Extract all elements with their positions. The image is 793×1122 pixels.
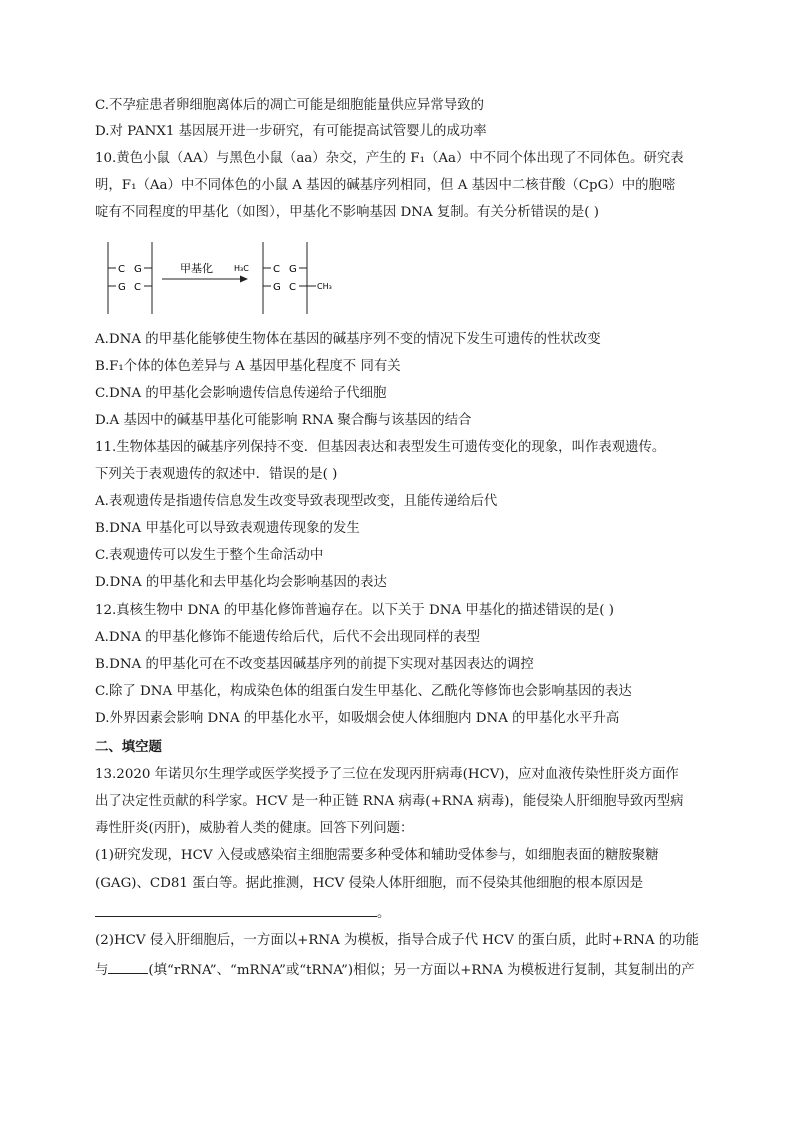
q10-stem-line3: 啶有不同程度的甲基化（如图），甲基化不影响基因 DNA 复制。有关分析错误的是( ) (95, 205, 599, 220)
q12-option-d: D.外界因素会影响 DNA 的甲基化水平，如吸烟会使人体细胞内 DNA 的甲基化水平升高 (95, 711, 620, 726)
q13-stem-line2: 出了决定性贡献的科学家。HCV 是一种正链 RNA 病毒(+RNA 病毒)，能侵染人肝细胞导致丙型病 (95, 794, 684, 809)
right-base-c-top: C (273, 264, 280, 275)
q11-option-b: B.DNA 甲基化可以导致表观遗传现象的发生 (95, 521, 360, 536)
q9-option-c: C.不孕症患者卵细胞离体后的凋亡可能是细胞能量供应异常导致的 (95, 98, 484, 113)
q11-stem-line2: 下列关于表观遗传的叙述中．错误的是( ) (95, 467, 338, 482)
q9-option-d: D.对 PANX1 基因展开进一步研究，有可能提高试管婴儿的成功率 (95, 124, 487, 139)
q12-option-b: B.DNA 的甲基化可在不改变基因碱基序列的前提下实现对基因表达的调控 (95, 657, 534, 672)
q12-stem: 12.真核生物中 DNA 的甲基化修饰普遍存在。以下关于 DNA 甲基化的描述错误的是( ) (95, 603, 614, 618)
q10-stem-line1: 10.黄色小鼠（AA）与黑色小鼠（aa）杂交，产生的 F₁（Aa）中不同个体出现了不同体色。研究表 (95, 151, 684, 166)
q10-stem-line2: 明，F₁（Aa）中不同体色的小鼠 A 基因的碱基序列相同，但 A 基因中二核苷酸（CpG）中的胞嘧 (95, 178, 676, 193)
methyl-group-bottom: CH₃ (317, 282, 332, 291)
q12-option-c: C.除了 DNA 甲基化，构成染色体的组蛋白发生甲基化、乙酰化等修饰也会影响基因的表达 (95, 684, 632, 699)
q13-stem-line1: 13.2020 年诺贝尔生理学或医学奖授予了三位在发现丙肝病毒(HCV)，应对血液传染性肝炎方面作 (95, 767, 679, 782)
q13-part2-post: (填“rRNA”、“mRNA”或“tRNA”)相似；另一方面以+RNA 为模板进行复制，其复制出的产 (148, 963, 695, 978)
left-base-g-bottom: G (118, 282, 126, 293)
q10-option-d: D.A 基因中的碱基甲基化可能影响 RNA 聚合酶与该基因的结合 (95, 413, 472, 428)
left-base-c-top: C (118, 264, 125, 275)
q13-part1-answer-line (95, 902, 390, 924)
q12-option-a: A.DNA 的甲基化修饰不能遗传给后代，后代不会出现同样的表型 (95, 630, 481, 645)
answer-blank-1-end: 。 (377, 906, 391, 921)
methylation-diagram (100, 238, 340, 318)
right-base-g-top: G (289, 264, 297, 275)
answer-blank-2[interactable] (108, 959, 148, 974)
right-base-g-bottom: G (273, 282, 281, 293)
methyl-group-top: H₃C (234, 264, 249, 273)
answer-blank-1[interactable] (95, 902, 377, 917)
q13-part2-line1: (2)HCV 侵入肝细胞后，一方面以+RNA 为模板，指导合成子代 HCV 的蛋白质，此时+RNA 的功能 (95, 933, 699, 948)
q11-stem-line1: 11.生物体基因的碱基序列保持不变．但基因表达和表型发生可遗传变化的现象，叫作表观遗传。 (95, 440, 666, 455)
q11-option-a: A.表观遗传是指遗传信息发生改变导致表现型改变，且能传递给后代 (95, 494, 498, 509)
q11-option-c: C.表观遗传可以发生于整个生命活动中 (95, 548, 324, 563)
q13-part1-line2: (GAG)、CD81 蛋白等。据此推测，HCV 侵染人体肝细胞，而不侵染其他细胞的根本原因是 (95, 876, 644, 891)
left-base-g-top: G (134, 264, 142, 275)
right-base-c-bottom: C (289, 282, 296, 293)
q13-part1-line1: (1)研究发现，HCV 入侵或感染宿主细胞需要多种受体和辅助受体参与，如细胞表面的糖胺聚糖 (95, 848, 659, 863)
section-heading-fill-in: 二、填空题 (95, 739, 162, 755)
q10-option-c: C.DNA 的甲基化会影响遗传信息传递给子代细胞 (95, 386, 387, 401)
q13-part2-pre: 与 (95, 963, 109, 978)
q10-option-b: B.F₁个体的体色差异与 A 基因甲基化程度不 同有关 (95, 359, 401, 374)
q11-option-d: D.DNA 的甲基化和去甲基化均会影响基因的表达 (95, 575, 387, 590)
arrow-label: 甲基化 (180, 262, 213, 275)
q13-stem-line3: 毒性肝炎(丙肝)，威胁着人类的健康。回答下列问题： (95, 821, 414, 836)
left-base-c-bottom: C (134, 282, 141, 293)
arrow-head-icon (240, 276, 248, 283)
q10-option-a: A.DNA 的甲基化能够使生物体在基因的碱基序列不变的情况下发生可遗传的性状改变 (95, 332, 601, 347)
q13-part2-line2 (95, 959, 695, 981)
